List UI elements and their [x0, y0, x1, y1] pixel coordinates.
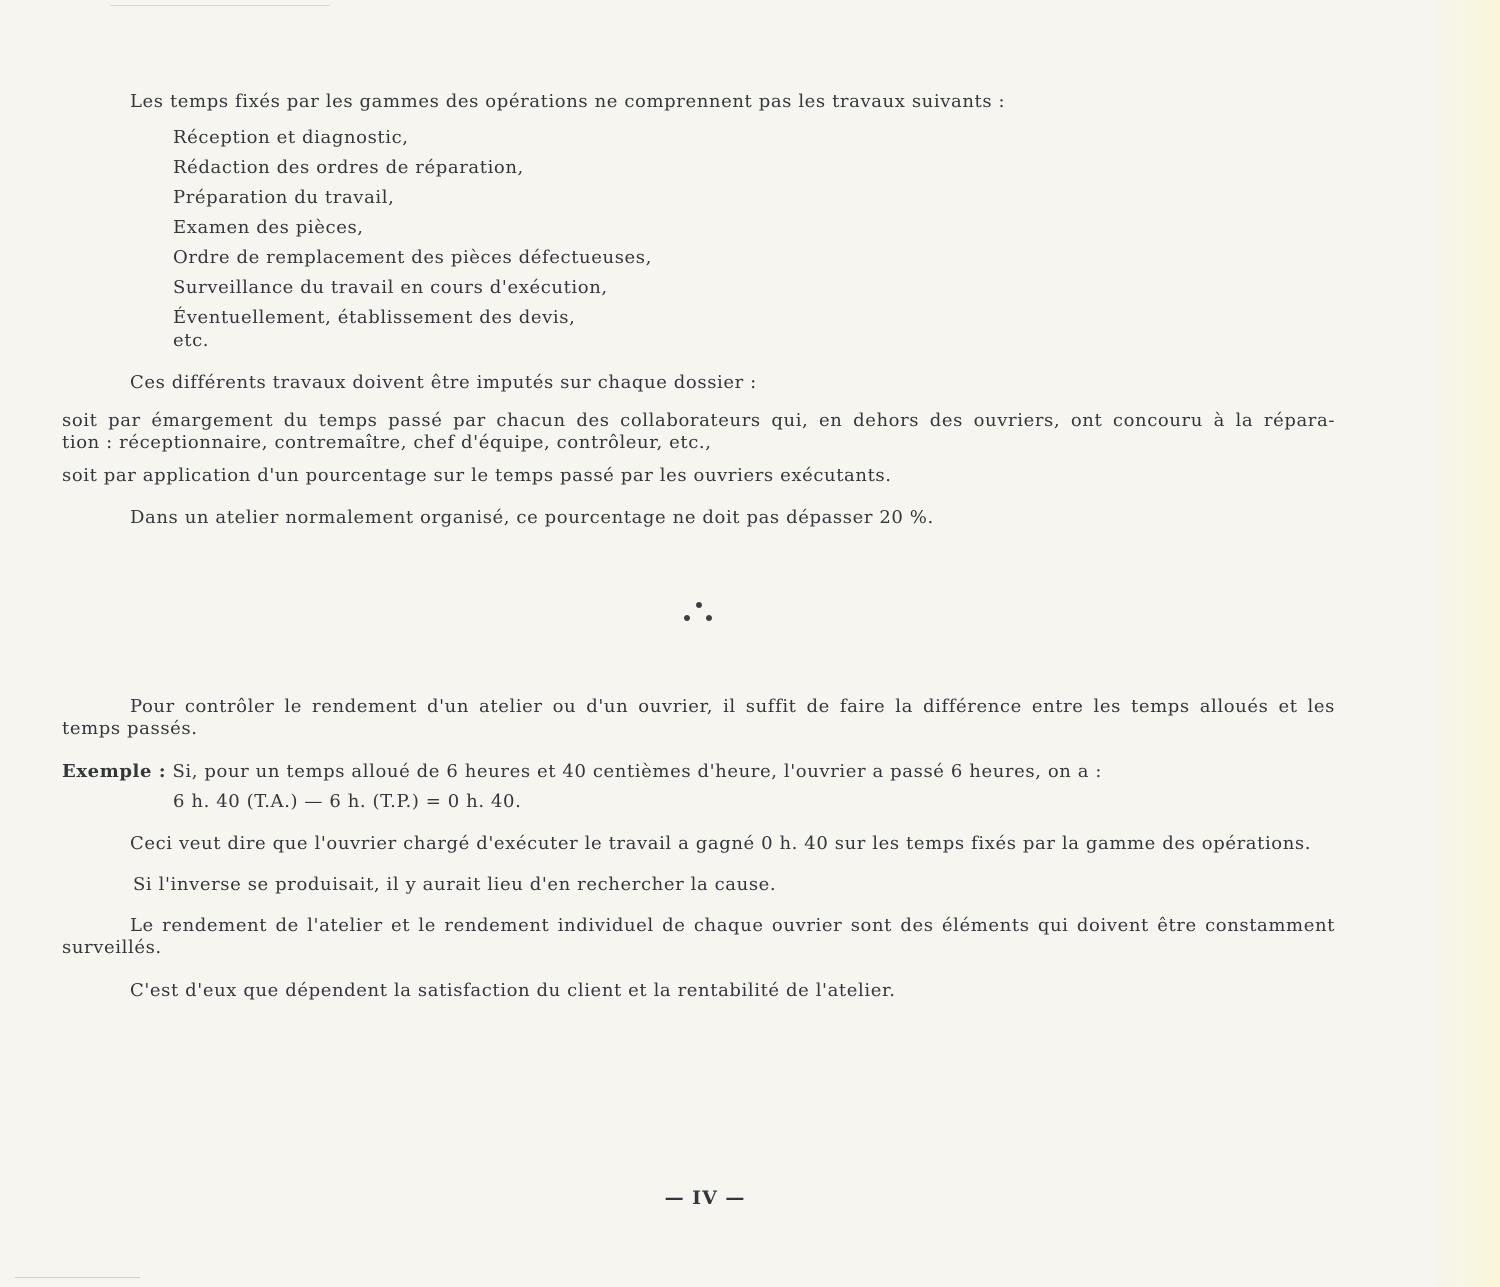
page-number: — IV —: [664, 1187, 746, 1209]
conclusion-paragraph: C'est d'eux que dépendent la satisfaction du client et la rentabilité de l'atelier.: [130, 980, 896, 1001]
meaning-paragraph: Ceci veut dire que l'ouvrier chargé d'exécuter le travail a gagné 0 h. 40 sur les temps fixés par la gamme des opérations.: [130, 833, 1312, 854]
inverse-paragraph: Si l'inverse se produisait, il y aurait lieu d'en rechercher la cause.: [133, 874, 777, 895]
example-formula: 6 h. 40 (T.A.) — 6 h. (T.P.) = 0 h. 40.: [173, 791, 522, 812]
control-paragraph-line-1: Pour contrôler le rendement d'un atelier ou d'un ouvrier, il suffit de faire la différence entre les temps alloués et les: [130, 696, 1335, 717]
dinkus-dot-top: [696, 602, 702, 608]
task-item-surveillance: Surveillance du travail en cours d'exécution,: [173, 277, 608, 298]
task-item-redaction: Rédaction des ordres de réparation,: [173, 157, 524, 178]
dinkus-dot-right: [706, 615, 712, 621]
task-item-preparation: Préparation du travail,: [173, 187, 395, 208]
surveillance-paragraph-line-1: Le rendement de l'atelier et le rendement individuel de chaque ouvrier sont des éléments qui doivent être constamment: [130, 915, 1335, 936]
intro-paragraph: Les temps fixés par les gammes des opérations ne comprennent pas les travaux suivants :: [130, 91, 1006, 112]
imputation-option-1-line-1: soit par émargement du temps passé par chacun des collaborateurs qui, en dehors des ouvriers, ont concouru à la répara-: [62, 410, 1335, 431]
task-item-examen: Examen des pièces,: [173, 217, 364, 238]
task-item-reception: Réception et diagnostic,: [173, 127, 409, 148]
task-item-devis: Éventuellement, établissement des devis,: [173, 307, 576, 328]
scan-artifact-bottom: [15, 1277, 140, 1278]
imputation-intro: Ces différents travaux doivent être imputés sur chaque dossier :: [130, 372, 757, 393]
surveillance-paragraph-line-2: surveillés.: [62, 937, 162, 958]
example-label: Exemple :: [62, 761, 167, 782]
percentage-note: Dans un atelier normalement organisé, ce pourcentage ne doit pas dépasser 20 %.: [130, 507, 934, 528]
page-edge-tint: [1430, 0, 1500, 1287]
scan-artifact-top: [110, 5, 330, 6]
task-item-etc: etc.: [173, 330, 210, 351]
example-line: [62, 761, 1102, 783]
section-separator-dinkus: [682, 600, 714, 626]
dinkus-dot-left: [684, 615, 690, 621]
task-item-remplacement: Ordre de remplacement des pièces défectueuses,: [173, 247, 652, 268]
control-paragraph-line-2: temps passés.: [62, 718, 198, 739]
imputation-option-1-line-2: tion : réceptionnaire, contremaître, chef d'équipe, contrôleur, etc.,: [62, 432, 712, 453]
imputation-option-2: soit par application d'un pourcentage sur le temps passé par les ouvriers exécutants.: [62, 465, 892, 486]
example-text: Si, pour un temps alloué de 6 heures et 40 centièmes d'heure, l'ouvrier a passé 6 heures, on a :: [172, 761, 1103, 782]
